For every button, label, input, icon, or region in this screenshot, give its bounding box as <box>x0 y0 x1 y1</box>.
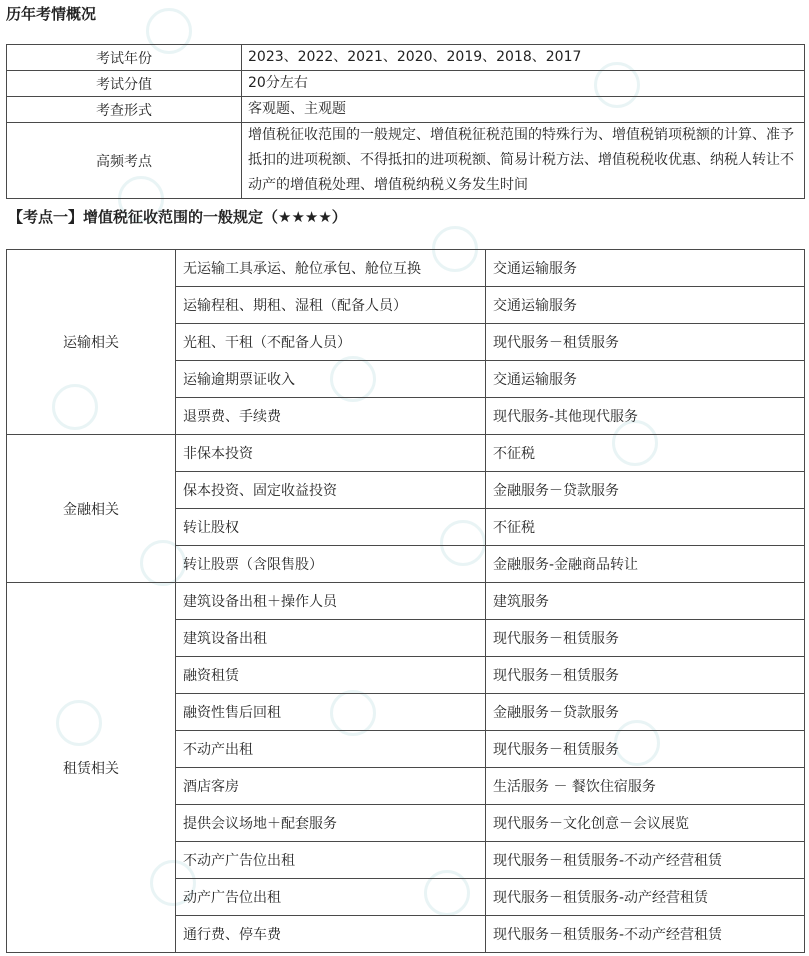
result-cell: 现代服务-其他现代服务 <box>486 398 805 435</box>
exam-summary-table <box>6 44 805 199</box>
table-row <box>7 71 805 97</box>
item-cell: 不动产广告位出租 <box>176 842 486 879</box>
item-cell: 退票费、手续费 <box>176 398 486 435</box>
row-label: 考查形式 <box>7 97 242 123</box>
result-cell: 金融服务－贷款服务 <box>486 694 805 731</box>
row-value: 客观题、主观题 <box>242 97 805 123</box>
item-cell: 建筑设备出租 <box>176 620 486 657</box>
item-cell: 融资性售后回租 <box>176 694 486 731</box>
result-cell: 交通运输服务 <box>486 361 805 398</box>
group-label-finance: 金融相关 <box>7 435 176 583</box>
table-row <box>7 583 805 620</box>
item-cell: 酒店客房 <box>176 768 486 805</box>
result-cell: 现代服务－租赁服务 <box>486 731 805 768</box>
result-cell: 金融服务－贷款服务 <box>486 472 805 509</box>
row-value: 增值税征收范围的一般规定、增值税征税范围的特殊行为、增值税销项税额的计算、准予抵扣的进项税额、不得抵扣的进项税额、简易计税方法、增值税税收优惠、纳税人转让不动产的增值税处理、增值税纳税义务发生时间 <box>242 123 805 199</box>
item-cell: 融资租赁 <box>176 657 486 694</box>
result-cell: 不征税 <box>486 509 805 546</box>
table-row <box>7 435 805 472</box>
item-cell: 保本投资、固定收益投资 <box>176 472 486 509</box>
result-cell: 现代服务－租赁服务-不动产经营租赁 <box>486 916 805 953</box>
item-cell: 动产广告位出租 <box>176 879 486 916</box>
item-cell: 建筑设备出租＋操作人员 <box>176 583 486 620</box>
result-cell: 不征税 <box>486 435 805 472</box>
result-cell: 金融服务-金融商品转让 <box>486 546 805 583</box>
result-cell: 现代服务－租赁服务 <box>486 620 805 657</box>
section-title: 【考点一】增值税征收范围的一般规定（★★★★） <box>8 208 347 226</box>
item-cell: 转让股权 <box>176 509 486 546</box>
table-row <box>7 123 805 199</box>
page-title: 历年考情概况 <box>6 5 97 23</box>
result-cell: 建筑服务 <box>486 583 805 620</box>
table-row <box>7 97 805 123</box>
row-value: 2023、2022、2021、2020、2019、2018、2017 <box>242 45 805 71</box>
result-cell: 现代服务－租赁服务 <box>486 657 805 694</box>
row-label: 考试年份 <box>7 45 242 71</box>
item-cell: 光租、干租（不配备人员） <box>176 324 486 361</box>
result-cell: 现代服务－租赁服务-动产经营租赁 <box>486 879 805 916</box>
item-cell: 不动产出租 <box>176 731 486 768</box>
row-value: 20分左右 <box>242 71 805 97</box>
result-cell: 交通运输服务 <box>486 250 805 287</box>
result-cell: 交通运输服务 <box>486 287 805 324</box>
result-cell: 现代服务－文化创意－会议展览 <box>486 805 805 842</box>
result-cell: 生活服务 － 餐饮住宿服务 <box>486 768 805 805</box>
group-label-transport: 运输相关 <box>7 250 176 435</box>
item-cell: 运输程租、期租、湿租（配备人员） <box>176 287 486 324</box>
table-row <box>7 45 805 71</box>
row-label: 考试分值 <box>7 71 242 97</box>
item-cell: 通行费、停车费 <box>176 916 486 953</box>
item-cell: 非保本投资 <box>176 435 486 472</box>
item-cell: 运输逾期票证收入 <box>176 361 486 398</box>
scope-rules-table <box>6 249 805 953</box>
item-cell: 转让股票（含限售股） <box>176 546 486 583</box>
group-label-leasing: 租赁相关 <box>7 583 176 953</box>
item-cell: 无运输工具承运、舱位承包、舱位互换 <box>176 250 486 287</box>
row-label: 高频考点 <box>7 123 242 199</box>
item-cell: 提供会议场地＋配套服务 <box>176 805 486 842</box>
result-cell: 现代服务－租赁服务-不动产经营租赁 <box>486 842 805 879</box>
table-row <box>7 250 805 287</box>
result-cell: 现代服务－租赁服务 <box>486 324 805 361</box>
